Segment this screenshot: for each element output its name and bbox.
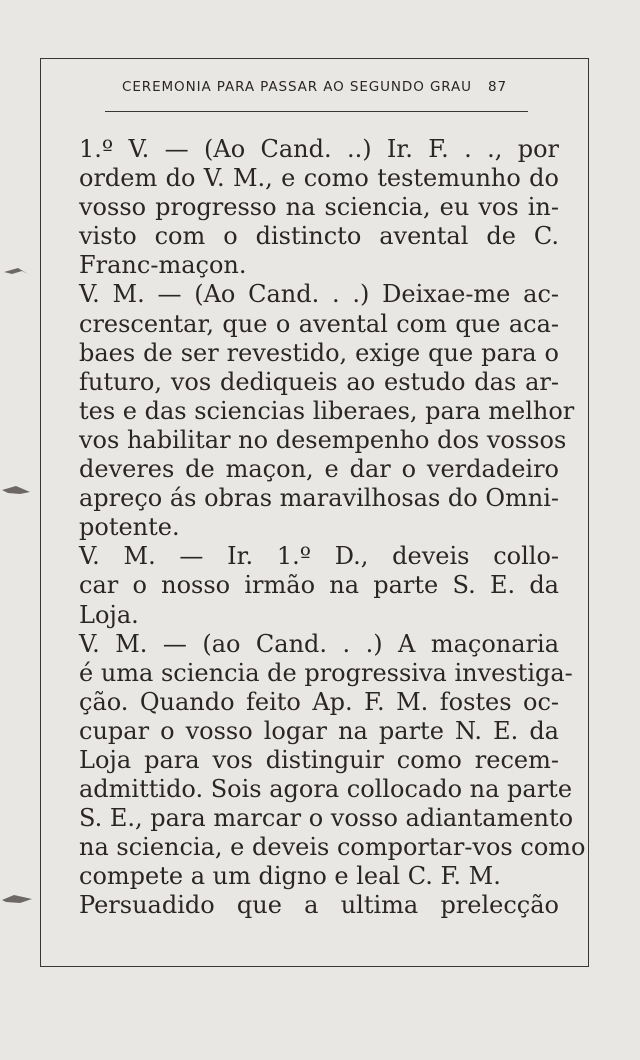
text-line: crescentar, que o avental com que aca- <box>79 309 559 338</box>
bottom-rule <box>40 966 589 967</box>
text-line: apreço ás obras maravilhosas do Omni- <box>79 484 560 513</box>
text-line: baes de ser revestido, exige que para o <box>79 338 559 367</box>
text-line: Persuadido que a ultima prelecção <box>79 891 559 920</box>
text-line: Loja para vos distinguir como recem- <box>79 745 559 774</box>
binding-hole-mark <box>0 262 34 280</box>
running-head <box>41 79 588 95</box>
text-line: vosso progresso na sciencia, eu vos in- <box>79 193 559 222</box>
body-text <box>79 135 586 921</box>
binding-hole-mark <box>0 890 34 908</box>
header-rule <box>105 111 528 112</box>
text-line: Loja. <box>79 600 139 629</box>
text-line: futuro, vos dediqueis ao estudo das ar- <box>79 367 559 396</box>
text-line: V. M. — Ir. 1.º D., deveis collo- <box>79 542 559 571</box>
text-line: Franc-maçon. <box>79 251 247 280</box>
running-title: CEREMONIA PARA PASSAR AO SEGUNDO GRAU <box>122 79 472 95</box>
text-line: na sciencia, e deveis comportar-vos como <box>79 833 586 862</box>
page-number: 87 <box>487 79 507 95</box>
text-line: tes e das sciencias liberaes, para melhor <box>79 396 575 425</box>
text-line: admittido. Sois agora collocado na parte <box>79 775 573 804</box>
text-line: V. M. — (Ao Cand. . .) Deixae-me ac- <box>79 280 559 309</box>
text-line: compete a um digno e leal C. F. M. <box>79 862 501 891</box>
text-line: cupar o vosso logar na parte N. E. da <box>79 716 559 745</box>
text-line: V. M. — (ao Cand. . .) A maçonaria <box>79 629 559 658</box>
page-frame <box>40 58 589 966</box>
text-line: é uma sciencia de progressiva investiga- <box>79 658 573 687</box>
binding-hole-mark <box>0 482 34 500</box>
text-line: car o nosso irmão na parte S. E. da <box>79 571 559 600</box>
text-line: potente. <box>79 513 180 542</box>
text-line: visto com o distincto avental de C. <box>79 222 559 251</box>
text-line: ordem do V. M., e como testemunho do <box>79 164 559 193</box>
text-line: ção. Quando feito Ap. F. M. fostes oc- <box>79 687 559 716</box>
text-line: deveres de maçon, e dar o verdadeiro <box>79 455 559 484</box>
text-line: vos habilitar no desempenho dos vossos <box>79 425 567 454</box>
text-line: 1.º V. — (Ao Cand. ..) Ir. F. . ., por <box>79 135 559 163</box>
text-line: S. E., para marcar o vosso adiantamento <box>79 804 574 833</box>
